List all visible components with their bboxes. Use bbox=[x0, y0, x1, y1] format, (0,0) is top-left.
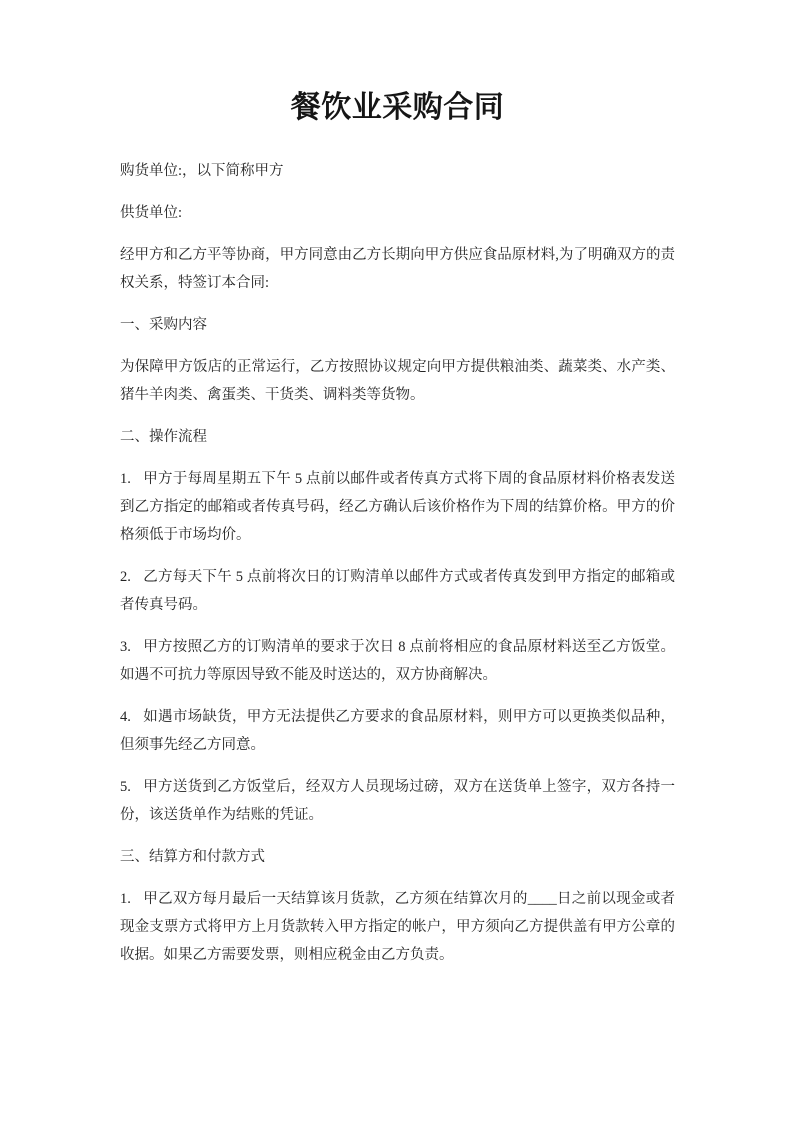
paragraph-text: 为保障甲方饭店的正常运行，乙方按照协议规定向甲方提供粮油类、蔬菜类、水产类、猪牛羊肉类、禽蛋类、干货类、调料类等货物。 bbox=[120, 359, 675, 403]
section-heading-2 bbox=[120, 423, 675, 451]
paragraph-text: 购货单位:，以下简称甲方 bbox=[120, 163, 284, 179]
paragraph-text: 甲方于每周星期五下午 5 点前以邮件或者传真方式将下周的食品原材料价格表发送到乙方指定的邮箱或者传真号码，经乙方确认后该价格作为下周的结算价格。甲方的价格须低于市场均价。 bbox=[120, 471, 675, 543]
list-number: 1. bbox=[120, 471, 131, 487]
paragraph-text: 经甲方和乙方平等协商，甲方同意由乙方长期向甲方供应食品原材料,为了明确双方的责权关系，特签订本合同: bbox=[120, 247, 675, 291]
list-number: 2. bbox=[120, 569, 131, 585]
paragraph-text: 甲方送货到乙方饭堂后，经双方人员现场过磅，双方在送货单上签字，双方各持一份，该送货单作为结账的凭证。 bbox=[120, 779, 675, 823]
paragraph-process-item-4 bbox=[120, 703, 675, 759]
section-heading-1 bbox=[120, 311, 675, 339]
list-number: 3. bbox=[120, 639, 131, 655]
paragraph-text: 供货单位: bbox=[120, 205, 183, 221]
paragraph-preamble bbox=[120, 241, 675, 297]
paragraph-procurement-content bbox=[120, 353, 675, 409]
list-number: 5. bbox=[120, 779, 131, 795]
paragraph-buyer-unit bbox=[120, 157, 675, 185]
section-heading-3 bbox=[120, 843, 675, 871]
paragraph-text: 甲方按照乙方的订购清单的要求于次日 8 点前将相应的食品原材料送至乙方饭堂。如遇不可抗力等原因导致不能及时送达的，双方协商解决。 bbox=[120, 639, 675, 683]
section-heading-text: 三、结算方和付款方式 bbox=[120, 849, 265, 865]
paragraph-process-item-1 bbox=[120, 465, 675, 549]
paragraph-text: 乙方每天下午 5 点前将次日的订购清单以邮件方式或者传真发到甲方指定的邮箱或者传真号码。 bbox=[120, 569, 675, 613]
paragraph-process-item-2 bbox=[120, 563, 675, 619]
paragraph-text: 如遇市场缺货，甲方无法提供乙方要求的食品原材料，则甲方可以更换类似品种，但须事先经乙方同意。 bbox=[120, 709, 675, 753]
section-heading-text: 二、操作流程 bbox=[120, 429, 207, 445]
paragraph-text: 甲乙双方每月最后一天结算该月货款，乙方须在结算次月的____日之前以现金或者现金支票方式将甲方上月货款转入甲方指定的帐户，甲方须向乙方提供盖有甲方公章的收据。如果乙方需要发票，则相应税金由乙方负责。 bbox=[120, 891, 675, 963]
list-number: 4. bbox=[120, 709, 131, 725]
paragraph-supplier-unit bbox=[120, 199, 675, 227]
paragraph-process-item-5 bbox=[120, 773, 675, 829]
list-number: 1. bbox=[120, 891, 131, 907]
document-title: 餐饮业采购合同 bbox=[290, 91, 505, 124]
paragraph-process-item-3 bbox=[120, 633, 675, 689]
paragraph-settlement-item-1 bbox=[120, 885, 675, 969]
section-heading-text: 一、采购内容 bbox=[120, 317, 207, 333]
